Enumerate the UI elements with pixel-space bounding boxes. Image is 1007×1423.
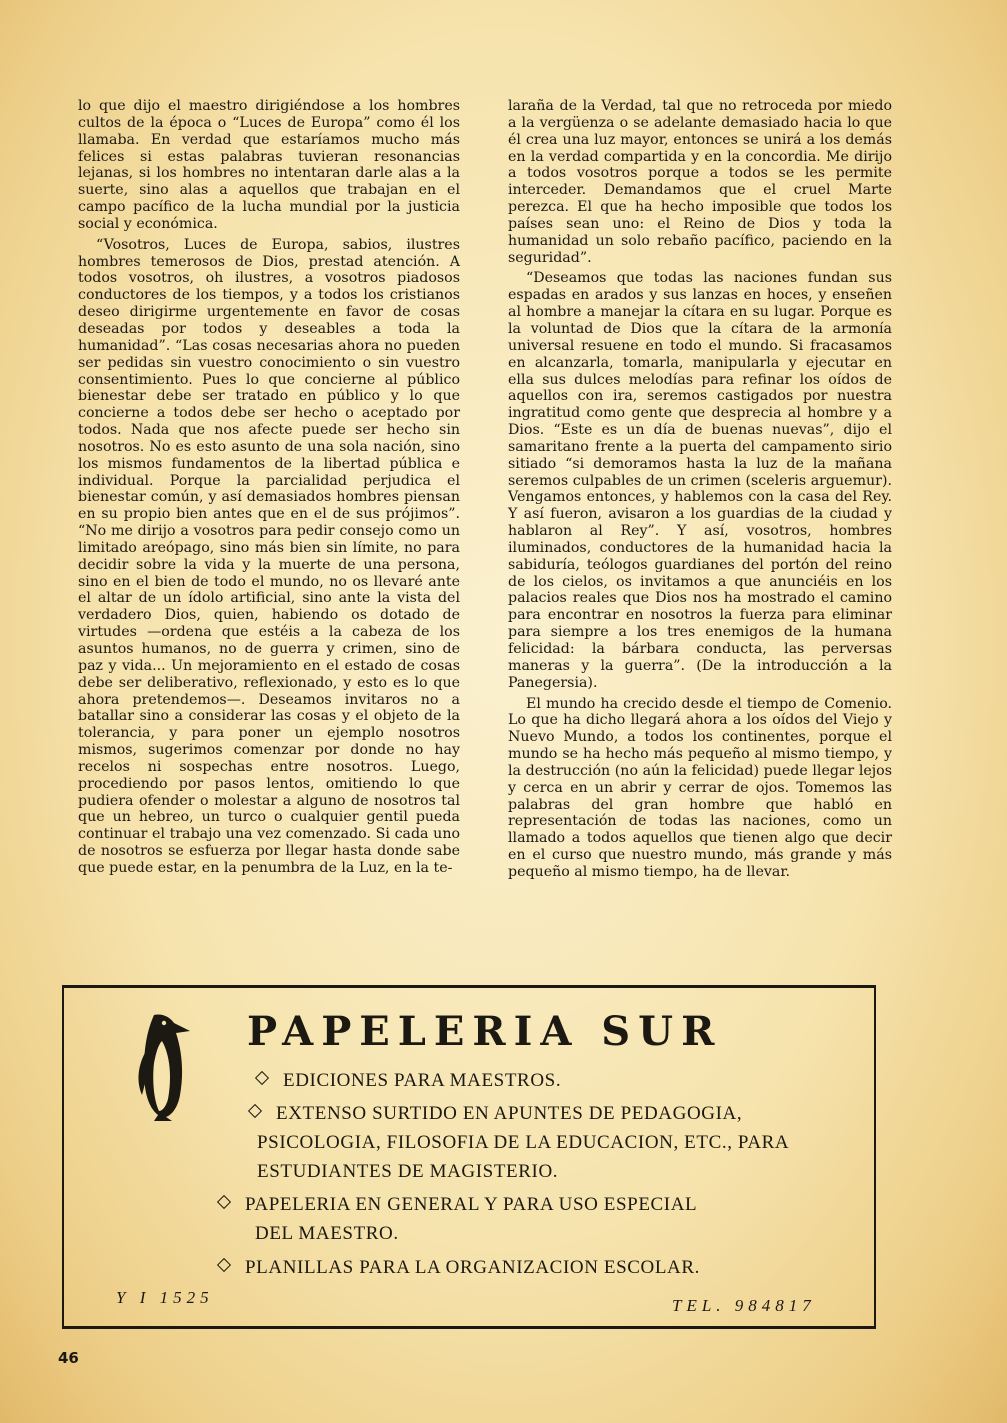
ad-phone-right: TEL. 984817	[672, 1296, 816, 1315]
page-number: 46	[58, 1349, 79, 1367]
ad-item-text: EDICIONES PARA MAESTROS.	[283, 1070, 562, 1091]
advertisement-box	[62, 985, 876, 1329]
diamond-bullet-icon	[255, 1071, 269, 1085]
ad-item	[250, 1099, 742, 1128]
paragraph: “Deseamos que todas las naciones fundan sus espadas en arados y sus lanzas en hoces, y enseñen al hombre a manejar la cítara en su lugar. Porque es la voluntad de Dios que la cítara de la armonía universal resuene en todo el mundo. Si fracasamos en alcanzarla, tomarla, manipularla y ejecutar en ella sus dulces melodías para refinar los oídos de aquellos con ira, seremos castigados por nuestra ingratitud como gente que desprecia al hombre y a Dios. “Este es un día de buenas nuevas”, dijo el samaritano frente a la puerta del campamento sirio sitiado “si demoramos hasta la luz de la mañana seremos culpables de un crimen (sceleris arguemur). Vengamos entonces, y hablemos con la casa del Rey. Y así fueron, avisaron a los guardias de la ciudad y hablaron al Rey”. Y así, vosotros, hombres iluminados, conductores de la humanidad hacia la sabiduría, teólogos guardianes del portón del reino de los cielos, os invitamos a que anunciéis en los palacios reales que Dios nos ha mostrado el camino para encontrar en nosotros la fuerza para eliminar para siempre a los tres enemigos de la humana felicidad: la bárbara conducta, las perversas maneras y la guerra”. (De la introducción a la Panegersia).	[508, 270, 892, 691]
ad-item-continued: ESTUDIANTES DE MAGISTERIO.	[257, 1161, 559, 1182]
ad-item-text: EXTENSO SURTIDO EN APUNTES DE PEDAGOGIA,	[276, 1103, 743, 1124]
ad-phone-left: Y I 1525	[116, 1288, 214, 1307]
ad-title: PAPELERIA SUR	[247, 1008, 723, 1055]
ad-item-continued: DEL MAESTRO.	[255, 1223, 399, 1244]
paragraph: lo que dijo el maestro dirigiéndose a los hombres cultos de la época o “Luces de Europa” como él los llamaba. En verdad que estaríamos mucho más felices si estas palabras tuvieran resonancias lejanas, si los hombres no intentaran darle alas a la suerte, sino alas a aquellos que trabajan en el campo pacífico de la lucha mundial por la justicia social y económica.	[78, 98, 460, 232]
diamond-bullet-icon	[248, 1104, 262, 1118]
paragraph: “Vosotros, Luces de Europa, sabios, ilustres hombres temerosos de Dios, prestad atención. A todos vosotros, oh ilustres, a vosotros piadosos conductores de los tiempos, y a todos los cristianos deseo dirigirme urgentemente en favor de cosas deseadas por todos y deseables a toda la humanidad”. “Las cosas necesarias ahora no pueden ser pedidas sin vuestro conocimiento o sin vuestro consentimiento. Pues lo que concierne al público bienestar debe ser tratado en público y lo que concierne a todos debe ser hecho o aceptado por todos. Nada que nos afecte puede ser hecho sin nosotros. No es esto asunto de una sola nación, sino los mismos fundamentos de la libertad pública e individual. Porque la parcialidad perjudica el bienestar común, y así demasiados hombres piensan en su propio bien antes que en el de sus prójimos”. “No me dirijo a vosotros para pedir consejo como un limitado areópago, sino más bien sin límite, no para decidir sobre la vida y la muerte de una persona, sino en el bien de todo el mundo, no os llevaré ante el altar de un ídolo artificial, sino ante la vista del verdadero Dios, quien, habiendo os dotado de virtudes —ordena que estéis a la cabeza de los asuntos humanos, no de guerra y crimen, sino de paz y vida... Un mejoramiento en el estado de cosas debe ser deliberativo, reflexionado, y esto es lo que ahora pretendemos—. Deseamos invitaros no a batallar sino a considerar las cosas y el objeto de la tolerancia, y para poner un ejemplo nosotros mismos, sugerimos comenzar por donde no hay recelos ni sospechas entre nosotros. Luego, procediendo por pasos lentos, omitiendo lo que pudiera ofender o molestar a alguno de nosotros tal que un hebreo, un turco o cualquier gentil pueda continuar el trabajo una vez comenzado. Si cada uno de nosotros se esfuerza por llegar hasta donde sabe que puede estar, en la penumbra de la Luz, en la te-	[78, 236, 460, 876]
ad-item	[219, 1190, 697, 1219]
ad-item-text: PLANILLAS PARA LA ORGANIZACION ESCOLAR.	[245, 1257, 700, 1278]
paragraph: laraña de la Verdad, tal que no retroceda por miedo a la vergüenza o se adelante demasiado hacia lo que él crea una luz mayor, entonces se unirá a los demás en la verdad compartida y en la concordia. Me dirijo a todos vosotros porque a todos se les permite interceder. Demandamos que el cruel Marte perezca. El que ha hecho imposible que todos los países sean uno: el Reino de Dios y toda la humanidad un solo rebaño pacífico, paciendo en la seguridad”.	[508, 98, 892, 266]
diamond-bullet-icon	[217, 1195, 231, 1209]
penguin-icon	[132, 1011, 194, 1123]
diamond-bullet-icon	[217, 1258, 231, 1272]
ad-item	[257, 1066, 561, 1095]
right-text-column	[508, 98, 892, 885]
ad-item-continued: PSICOLOGIA, FILOSOFIA DE LA EDUCACION, ETC., PARA	[257, 1132, 790, 1153]
left-text-column	[78, 98, 460, 881]
ad-item-text: PAPELERIA EN GENERAL Y PARA USO ESPECIAL	[245, 1194, 698, 1215]
paragraph: El mundo ha crecido desde el tiempo de Comenio. Lo que ha dicho llegará ahora a los oídos del Viejo y Nuevo Mundo, a todos los continentes, porque el mundo se ha hecho más pequeño al mismo tiempo, y la destrucción (no aún la felicidad) puede llegar lejos y cerca en un abrir y cerrar de ojos. Tomemos las palabras del gran hombre que habló en representación de todas las naciones, como un llamado a todos aquellos que tienen algo que decir en el curso que nuestro mundo, más grande y más pequeño al mismo tiempo, ha de llevar.	[508, 695, 892, 880]
ad-item	[219, 1253, 700, 1282]
